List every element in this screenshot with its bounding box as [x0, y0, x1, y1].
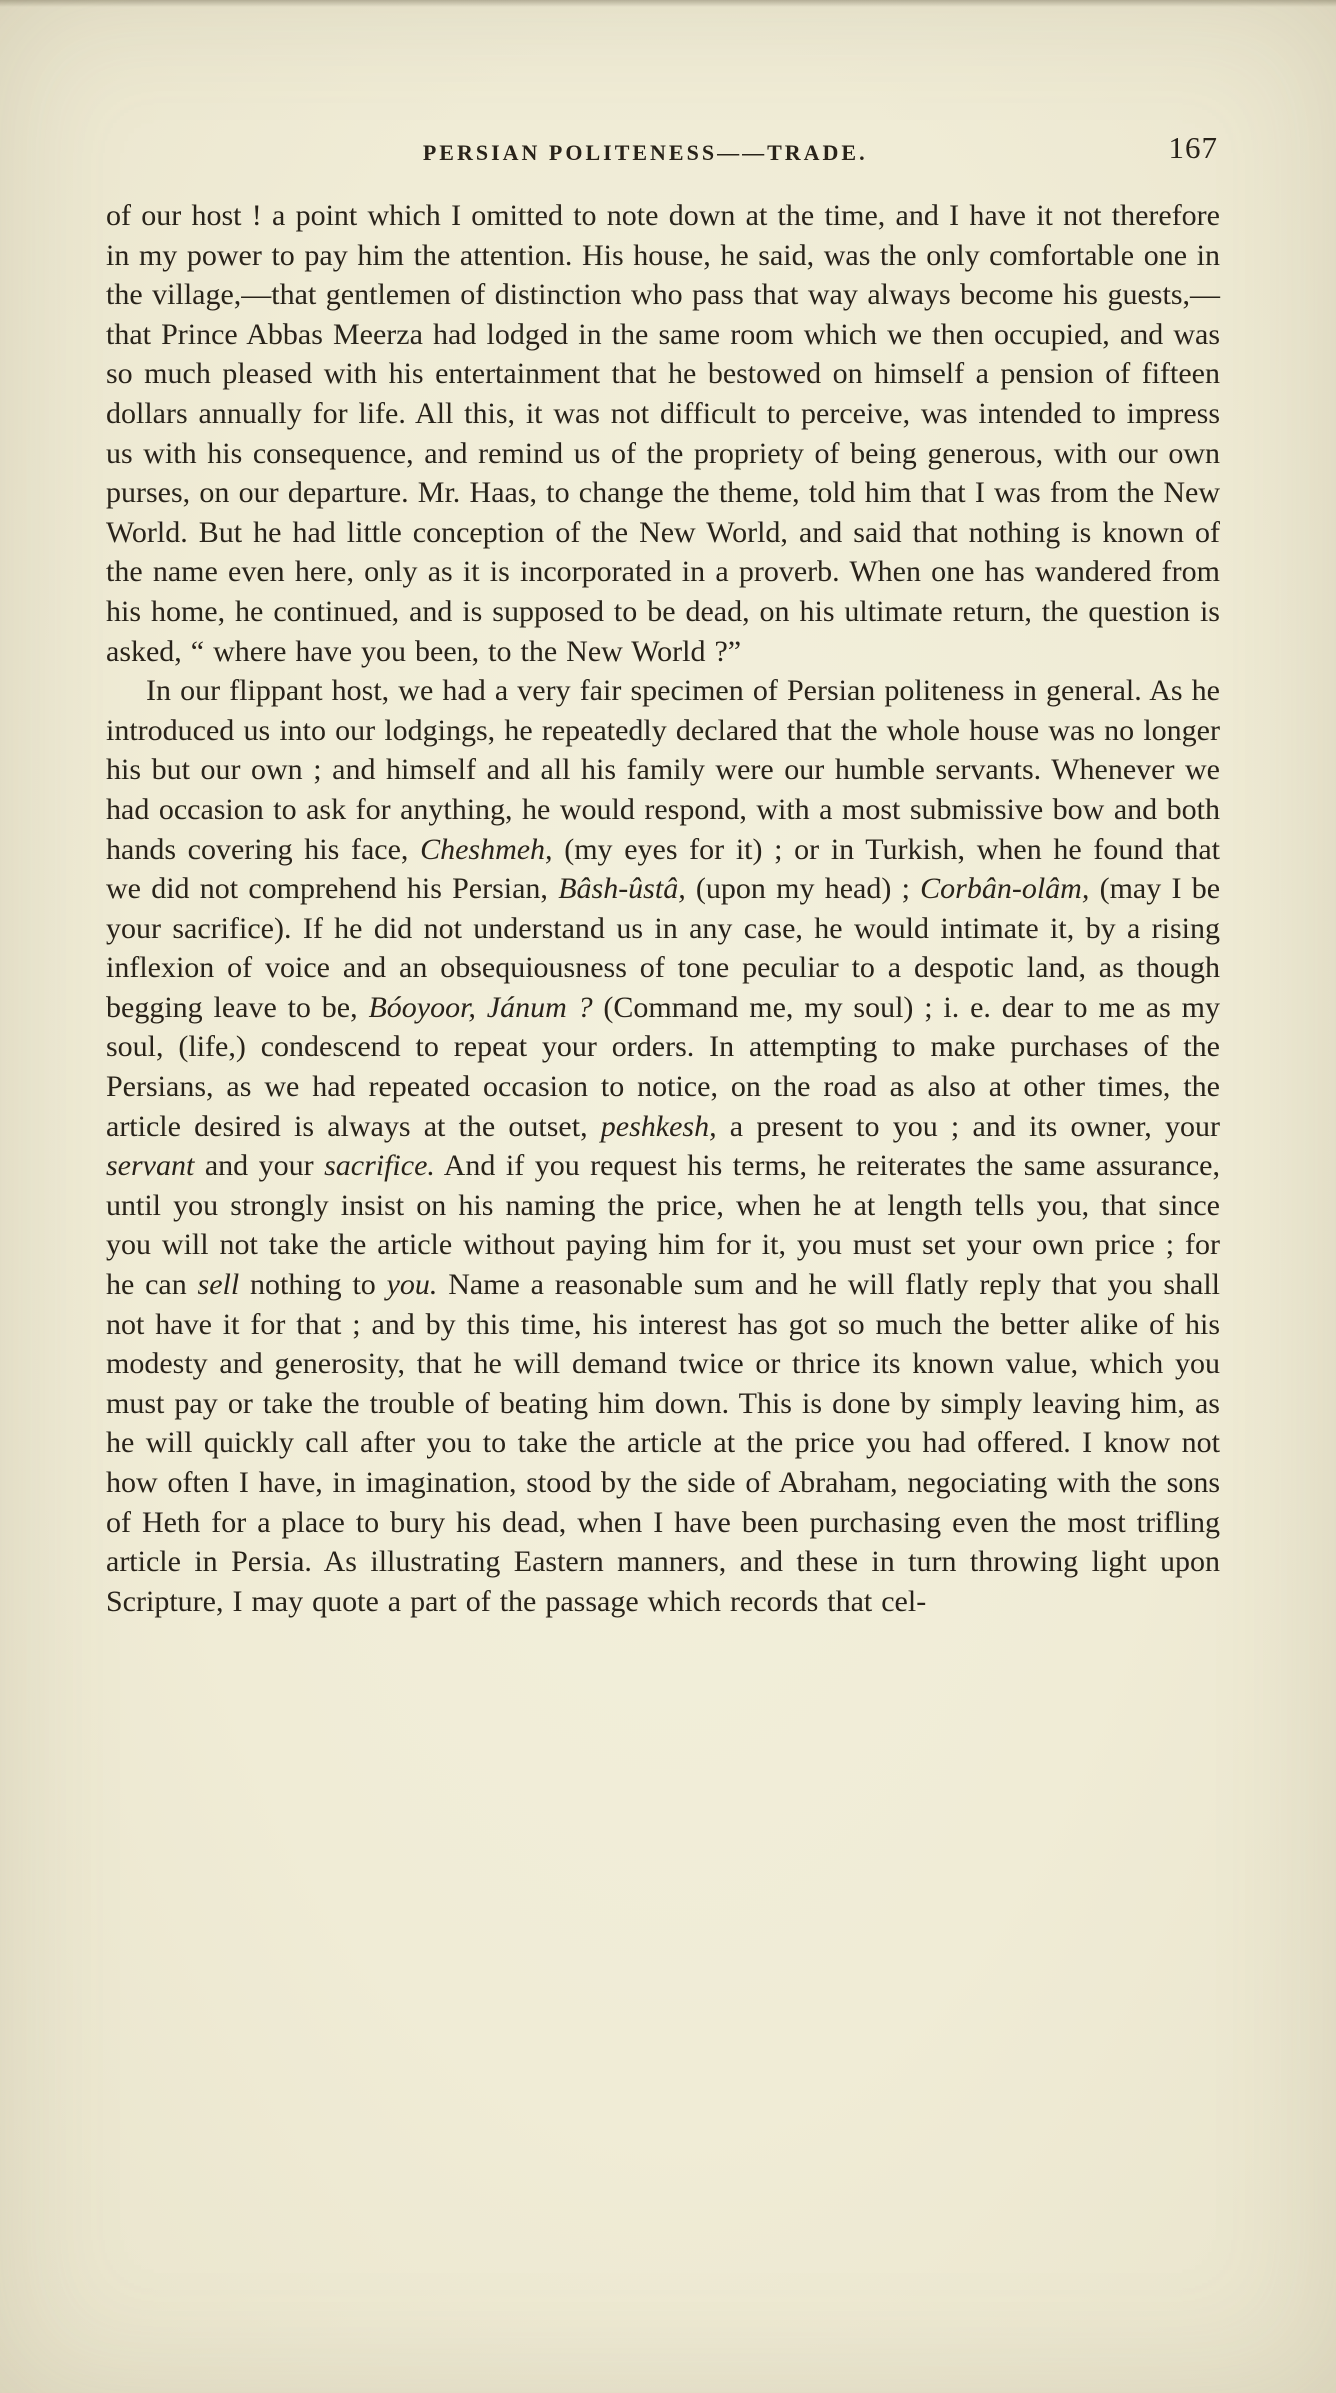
page-header	[108, 132, 1218, 176]
text-segment: (Command me, my soul) ; i. e. dear to me as my soul, (life,) condescend to repeat your orders. In attempting to make purchases of the Persians, as we had repeated occasion to notice, on the road as also at other times, the article desired is always at the outset,	[106, 990, 1221, 1143]
text-segment: In our flippant host, we had a very fair specimen of Persian politeness in general. As he introduced us into our lodgings, he repeatedly declared that the whole house was no longer his but our own ; and himself and all his family were our humble servants. Whenever we had occasion to ask for anything, he would respond, with a most submissive bow and both hands covering his face,	[106, 674, 1220, 866]
text-segment: and your	[194, 1149, 325, 1183]
text-segment-italic: Bâsh-ûstâ,	[558, 872, 686, 906]
text-segment: Name a reasonable sum and he will flatly reply that you shall not have it for that ; and by this time, his interest has got so much the better alike of his modesty and generosity, that he will demand twice or thrice its known value, which you must pay or take the trouble of beating him down. This is done by simply leaving him, as he will quickly call after you to take the article at the price you had offered. I know not how often I have, in imagination, stood by the side of Abraham, negociating with the sons of Heth for a place to bury his dead, when I have been purchasing even the most trifling article in Persia. As illustrating Eastern manners, and these in turn throwing light upon Scripture, I may quote a part of the passage which records that cel-	[106, 1268, 1220, 1618]
text-segment-italic: you.	[386, 1268, 438, 1302]
paragraph	[106, 196, 1220, 671]
running-head-title: PERSIAN POLITENESS——TRADE.	[422, 140, 868, 165]
text-segment: nothing to	[239, 1268, 387, 1302]
paragraph	[106, 671, 1220, 1621]
text-segment-italic: sacrifice.	[324, 1149, 435, 1183]
text-segment: (upon my head) ;	[685, 872, 921, 906]
text-segment-italic: Bóoyoor, Jánum ?	[368, 990, 593, 1024]
text-segment-italic: sell	[197, 1268, 240, 1302]
text-segment-italic: servant	[106, 1149, 195, 1183]
text-segment: a present to you ; and its owner, your	[716, 1109, 1220, 1143]
text-segment: (may I be your sacrifice). If he did not understand us in any case, he would intimate it, by a rising inflexion of voice and an obsequiousness of tone peculiar to a despotic land, as though begging leave to be,	[106, 872, 1221, 1024]
text-segment-italic: peshkesh,	[600, 1109, 717, 1143]
text-segment-italic: Corbân-olâm,	[920, 872, 1090, 906]
text-segment: of our host ! a point which I omitted to note down at the time, and I have it not therefore in my power to pay him the attention. His house, he said, was the only comfortable one in the village,—that gentlemen of distinction who pass that way always become his guests,—that Prince Abbas Meerza had lodged in the same room which we then occupied, and was so much pleased with his entertainment that he bestowed on himself a pension of fifteen dollars annually for life. All this, it was not difficult to perceive, was intended to impress us with his consequence, and remind us of the propriety of being generous, with our own purses, on our departure. Mr. Haas, to change the theme, told him that I was from the New World. But he had little conception of the New World, and said that nothing is known of the name even here, only as it is incorporated in a proverb. When one has wandered from his home, he continued, and is supposed to be dead, on his ultimate return, the question is asked, “ where have you been, to the New World ?”	[106, 199, 1220, 668]
text-segment-italic: Cheshmeh,	[420, 832, 553, 866]
body-text	[106, 196, 1220, 1621]
text-segment: (my eyes for it) ; or in Turkish, when he found that we did not comprehend his Persian,	[106, 832, 1220, 906]
text-segment: And if you request his terms, he reiterates the same assurance, until you strongly insist on his naming the price, when he at length tells you, that since you will not take the article without paying him for it, you must set your own price ; for he can	[106, 1149, 1220, 1302]
page-number: 167	[1168, 130, 1218, 165]
